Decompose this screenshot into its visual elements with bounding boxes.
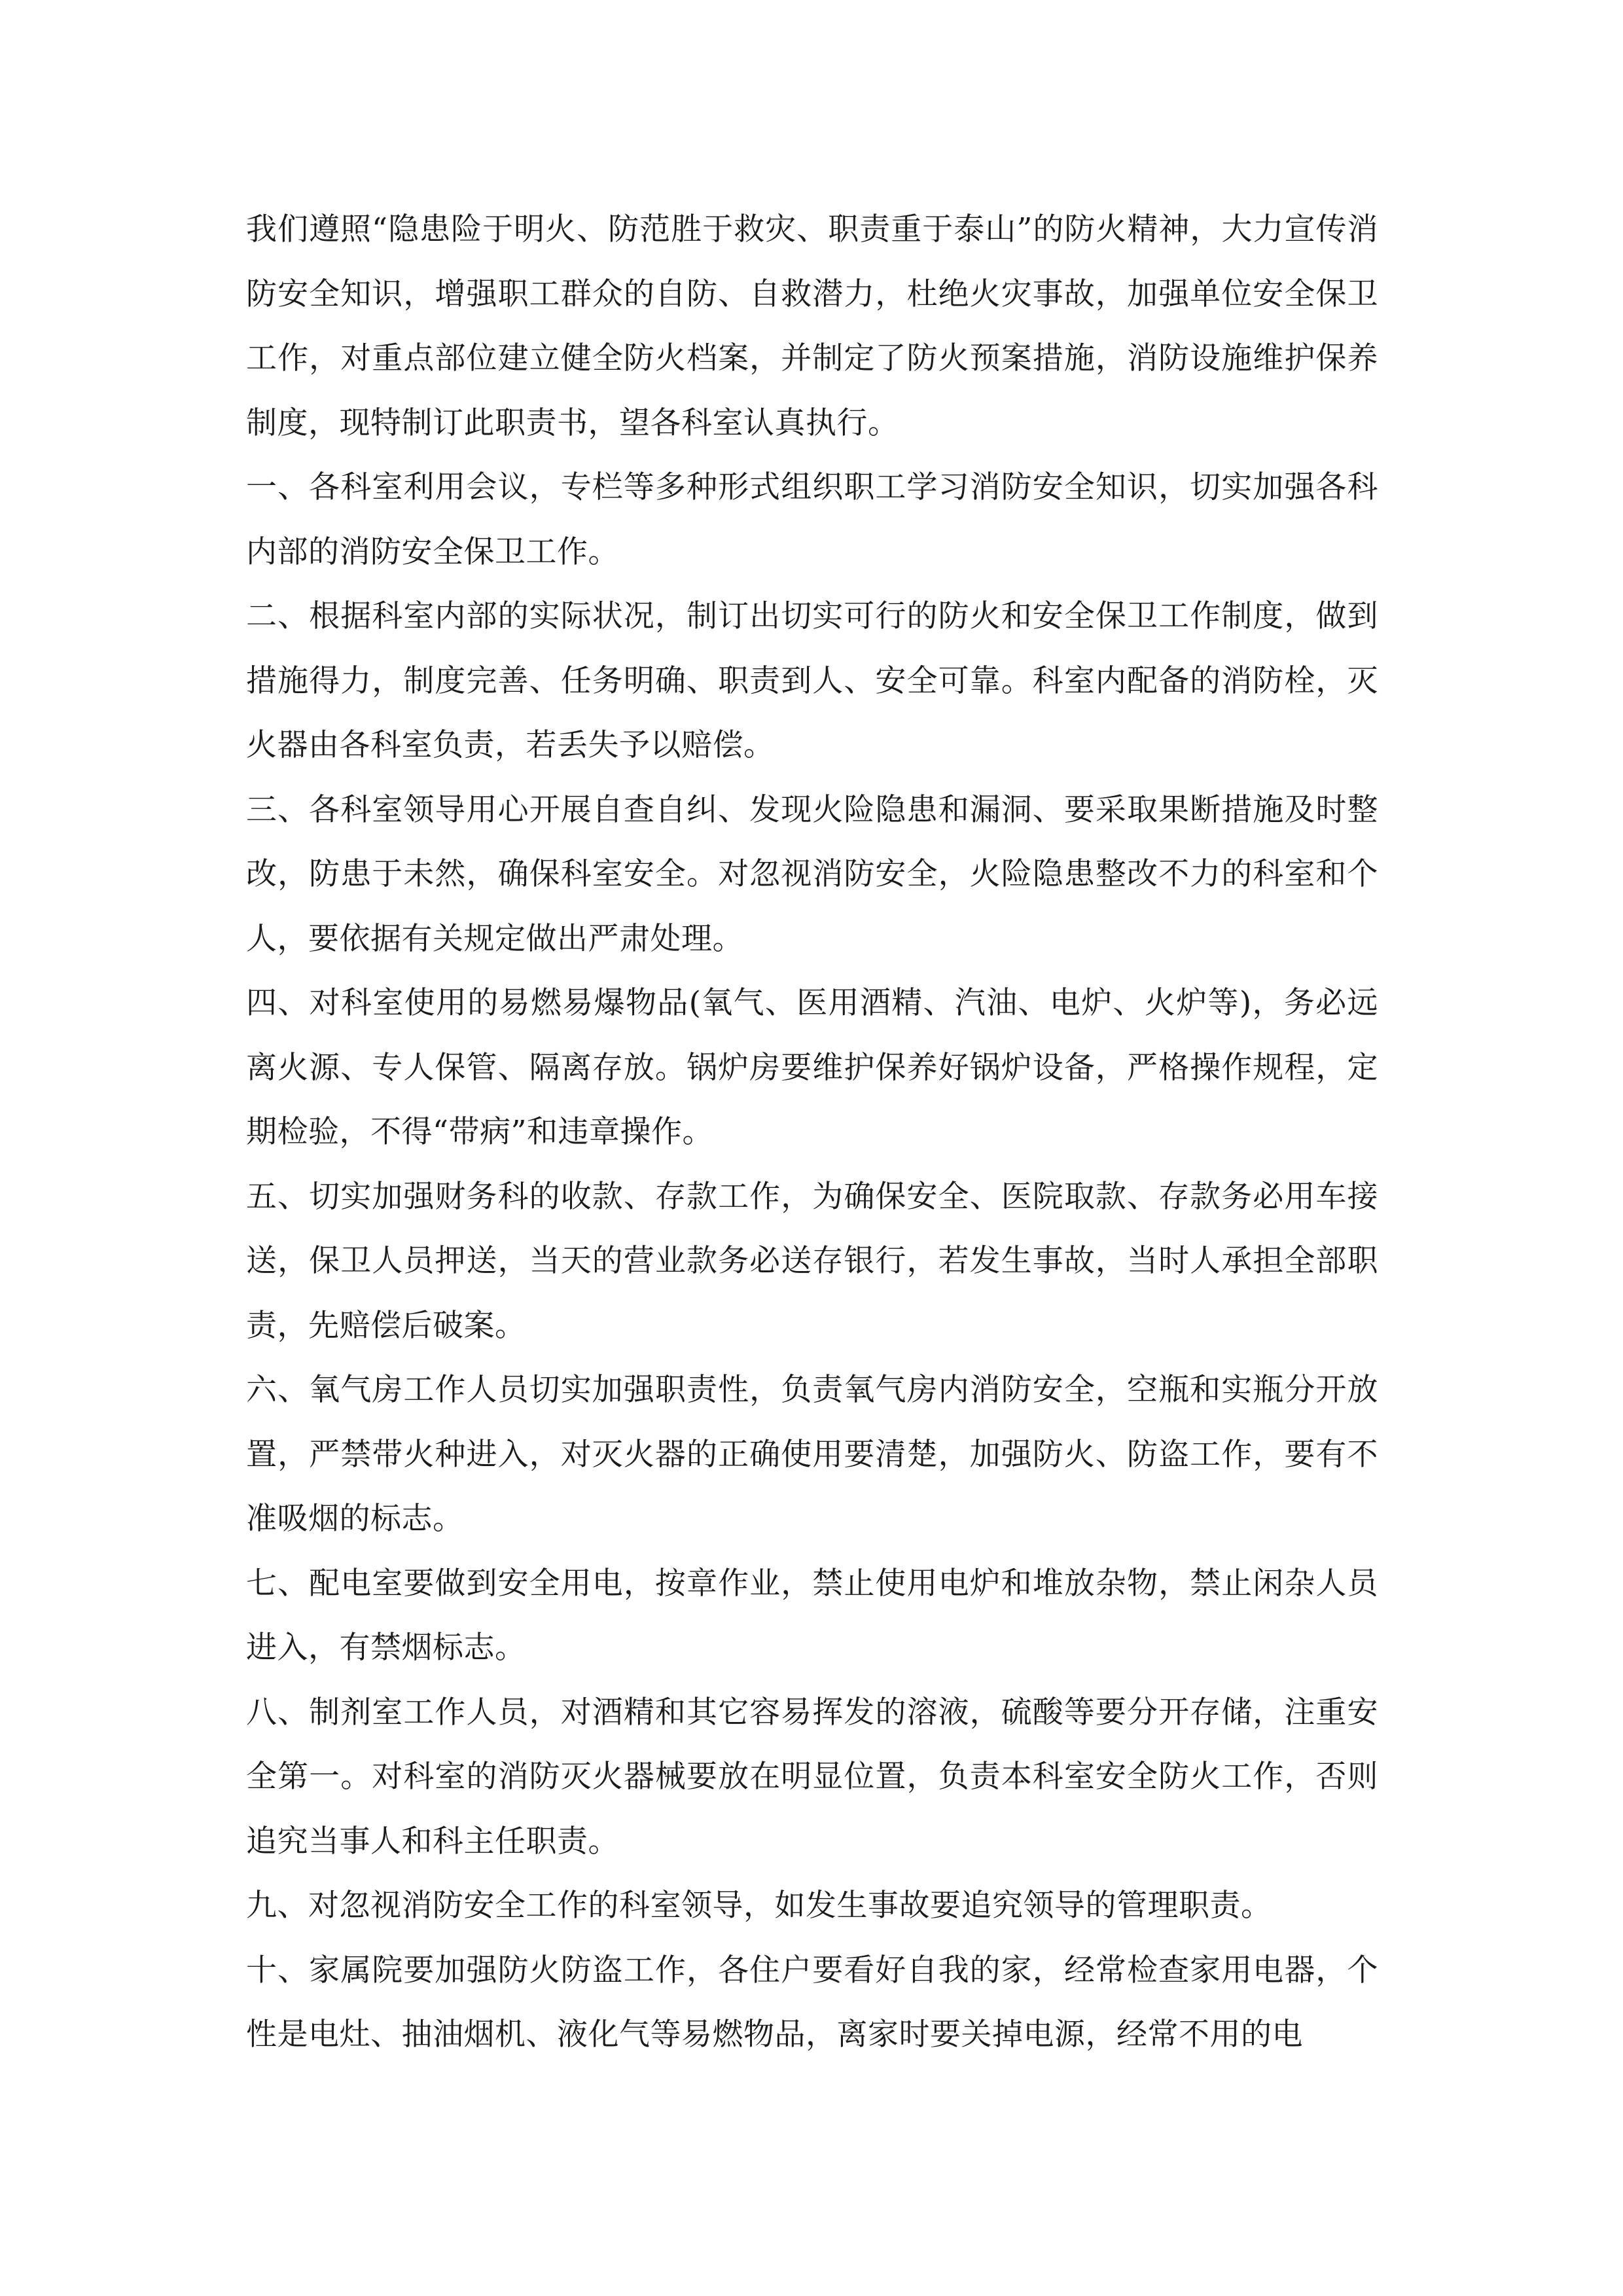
clause-3-paragraph: 三、各科室领导用心开展自查自纠、发现火险隐患和漏洞、要采取果断措施及时整改，防患于未然，确保科室安全。对忽视消防安全，火险隐患整改不力的科室和个人，要依据有关规定做出严肃处理。: [246, 791, 1378, 957]
clause-2-paragraph: 二、根据科室内部的实际状况，制订出切实可行的防火和安全保卫工作制度，做到措施得力，制度完善、任务明确、职责到人、安全可靠。科室内配备的消防栓，灭火器由各科室负责，若丢失予以赔偿。: [246, 598, 1378, 763]
document-body: [246, 198, 1378, 2068]
clause-1-paragraph: 一、各科室利用会议，专栏等多种形式组织职工学习消防安全知识，切实加强各科内部的消防安全保卫工作。: [246, 469, 1378, 570]
clause-7-paragraph: 七、配电室要做到安全用电，按章作业，禁止使用电炉和堆放杂物，禁止闲杂人员进入，有禁烟标志。: [246, 1565, 1378, 1666]
clause-9-paragraph: 九、对忽视消防安全工作的科室领导，如发生事故要追究领导的管理职责。: [246, 1888, 1272, 1924]
clause-6-paragraph: 六、氧气房工作人员切实加强职责性，负责氧气房内消防安全，空瓶和实瓶分开放置，严禁带火种进入，对灭火器的正确使用要清楚，加强防火、防盗工作，要有不准吸烟的标志。: [246, 1372, 1378, 1537]
intro-paragraph: 我们遵照“隐患险于明火、防范胜于救灾、职责重于泰山”的防火精神，大力宣传消防安全知识，增强职工群众的自防、自救潜力，杜绝火灾事故，加强单位安全保卫工作，对重点部位建立健全防火档案，并制定了防火预案措施，消防设施维护保养制度，现特制订此职责书，望各科室认真执行。: [246, 211, 1378, 441]
clause-5-paragraph: 五、切实加强财务科的收款、存款工作，为确保安全、医院取款、存款务必用车接送，保卫人员押送，当天的营业款务必送存银行，若发生事故，当时人承担全部职责，先赔偿后破案。: [246, 1178, 1378, 1344]
clause-4-paragraph: 四、对科室使用的易燃易爆物品(氧气、医用酒精、汽油、电炉、火炉等)，务必远离火源、专人保管、隔离存放。锅炉房要维护保养好锅炉设备，严格操作规程，定期检验，不得“带病”和违章操作。: [246, 985, 1378, 1150]
clause-10-paragraph: 十、家属院要加强防火防盗工作，各住户要看好自我的家，经常检查家用电器，个性是电灶、抽油烟机、液化气等易燃物品，离家时要关掉电源，经常不用的电: [246, 1952, 1378, 2053]
clause-8-paragraph: 八、制剂室工作人员，对酒精和其它容易挥发的溶液，硫酸等要分开存储，注重安全第一。对科室的消防灭火器械要放在明显位置，负责本科室安全防火工作，否则追究当事人和科主任职责。: [246, 1694, 1378, 1859]
